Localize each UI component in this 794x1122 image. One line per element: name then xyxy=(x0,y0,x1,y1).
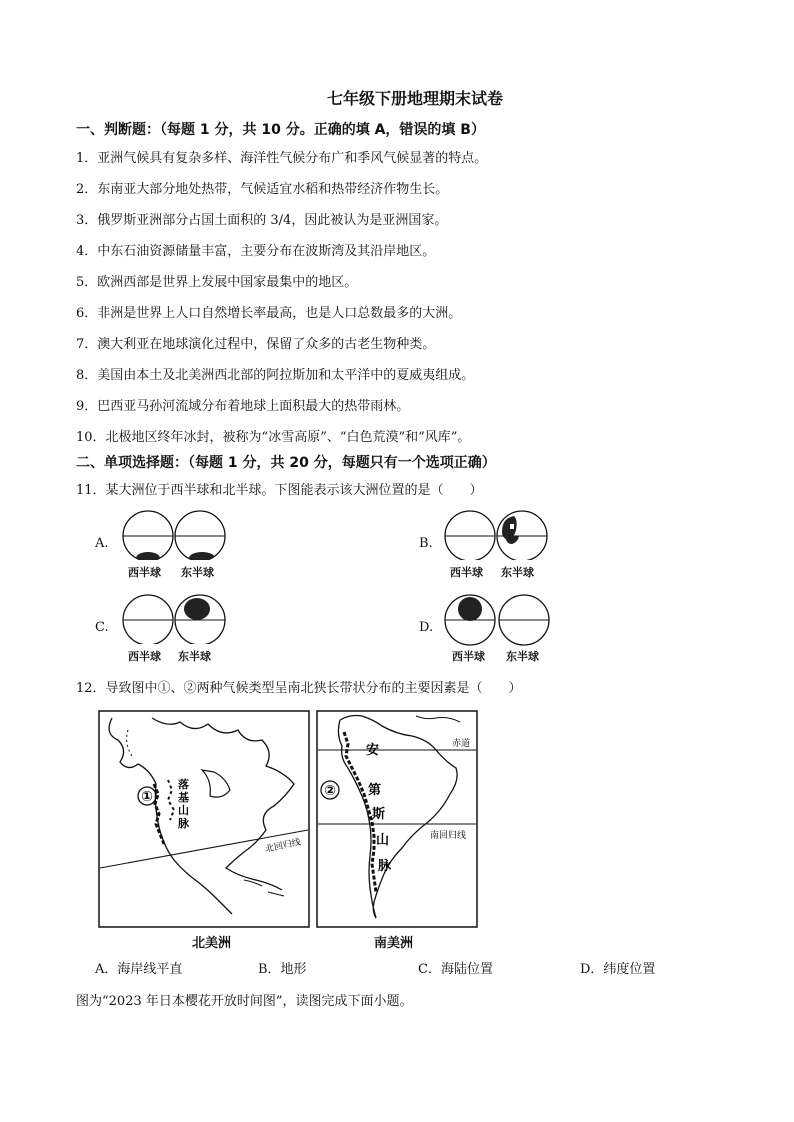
q11-option-c-globes xyxy=(122,594,232,644)
rocky-label-3: 山 xyxy=(178,804,189,817)
q11-option-c-letter: C. xyxy=(95,620,109,635)
question-3: 3．俄罗斯亚洲部分占国土面积的 3/4，因此被认为是亚洲国家。 xyxy=(76,213,448,228)
continent-shape xyxy=(136,552,160,560)
andes-label-3: 斯 xyxy=(372,807,386,822)
tropic-label: 北回归线 xyxy=(264,837,302,855)
question-9: 9．巴西亚马孙河流域分布着地球上面积最大的热带雨林。 xyxy=(76,399,410,414)
andes-label-2: 第 xyxy=(368,783,382,798)
q11-a-west-label: 西半球 xyxy=(128,566,161,579)
section2-heading: 二、单项选择题：（每题 1 分，共 20 分，每题只有一个选项正确） xyxy=(76,455,496,471)
q12-option-c: C．海陆位置 xyxy=(418,962,493,977)
question-2: 2．东南亚大部分地处热带，气候适宜水稻和热带经济作物生长。 xyxy=(76,182,449,197)
q11-option-d-letter: D. xyxy=(419,620,434,635)
continent-shape xyxy=(505,536,519,544)
q11-option-b-globes xyxy=(444,510,554,560)
continent-shape xyxy=(458,597,482,621)
question-11-stem: 11．某大洲位于西半球和北半球。下图能表示该大洲位置的是（ ） xyxy=(76,483,483,498)
question-10: 10．北极地区终年冰封，被称为“冰雪高原”、“白色荒漠”和“风库”。 xyxy=(76,430,471,445)
q11-option-a-globes xyxy=(122,510,232,560)
q11-option-a-letter: A. xyxy=(95,536,109,551)
q11-b-west-label: 西半球 xyxy=(450,566,483,579)
rocky-label-1: 落 xyxy=(178,778,189,791)
q11-option-b-letter: B. xyxy=(419,536,433,551)
page-title: 七年级下册地理期末试卷 xyxy=(326,89,503,108)
q12-option-d: D．纬度位置 xyxy=(580,962,656,977)
q12-option-a: A．海岸线平直 xyxy=(95,962,183,977)
andes-label-1: 安 xyxy=(366,743,380,758)
continent-shape xyxy=(184,598,210,620)
question-8: 8．美国由本土及北美洲西北部的阿拉斯加和太平洋中的夏威夷组成。 xyxy=(76,368,475,383)
andes-label-4: 山 xyxy=(376,833,390,848)
question-12-stem: 12．导致图中①、②两种气候类型呈南北狭长带状分布的主要因素是（ ） xyxy=(76,681,522,696)
climate-marker-text: ② xyxy=(324,783,336,799)
q11-c-east-label: 东半球 xyxy=(178,650,211,663)
south-america-caption: 南美洲 xyxy=(374,936,414,951)
equator-label: 赤道 xyxy=(452,739,471,749)
rocky-label-4: 脉 xyxy=(178,817,189,830)
andes-label-5: 脉 xyxy=(378,859,392,874)
q11-c-west-label: 西半球 xyxy=(128,650,161,663)
q11-a-east-label: 东半球 xyxy=(181,566,214,579)
q11-b-east-label: 东半球 xyxy=(501,566,534,579)
section1-heading: 一、判断题：（每题 1 分，共 10 分。正确的填 A，错误的填 B） xyxy=(76,122,485,138)
cherry-blossom-intro: 图为“2023 年日本樱花开放时间图”，读图完成下面小题。 xyxy=(76,994,413,1009)
q11-option-d-globes xyxy=(444,594,554,646)
question-1: 1．亚洲气候具有复杂多样、海洋性气候分布广和季风气候显著的特点。 xyxy=(76,151,488,166)
question-7: 7．澳大利亚在地球演化过程中，保留了众多的古老生物种类。 xyxy=(76,337,436,352)
climate-marker-text: ① xyxy=(141,789,153,805)
question-6: 6．非洲是世界上人口自然增长率最高，也是人口总数最多的大洲。 xyxy=(76,306,462,321)
q11-d-east-label: 东半球 xyxy=(506,650,539,663)
south-america-map xyxy=(316,710,478,928)
rocky-label-2: 基 xyxy=(178,791,189,804)
question-5: 5．欧洲西部是世界上发展中国家最集中的地区。 xyxy=(76,275,358,290)
q11-d-west-label: 西半球 xyxy=(452,650,485,663)
continent-gap xyxy=(510,524,514,529)
north-america-map xyxy=(98,710,310,928)
north-america-caption: 北美洲 xyxy=(192,936,232,951)
q12-option-b: B．地形 xyxy=(258,962,307,977)
tropic-label: 南回归线 xyxy=(430,831,467,841)
question-4: 4．中东石油资源储量丰富，主要分布在波斯湾及其沿岸地区。 xyxy=(76,244,436,259)
